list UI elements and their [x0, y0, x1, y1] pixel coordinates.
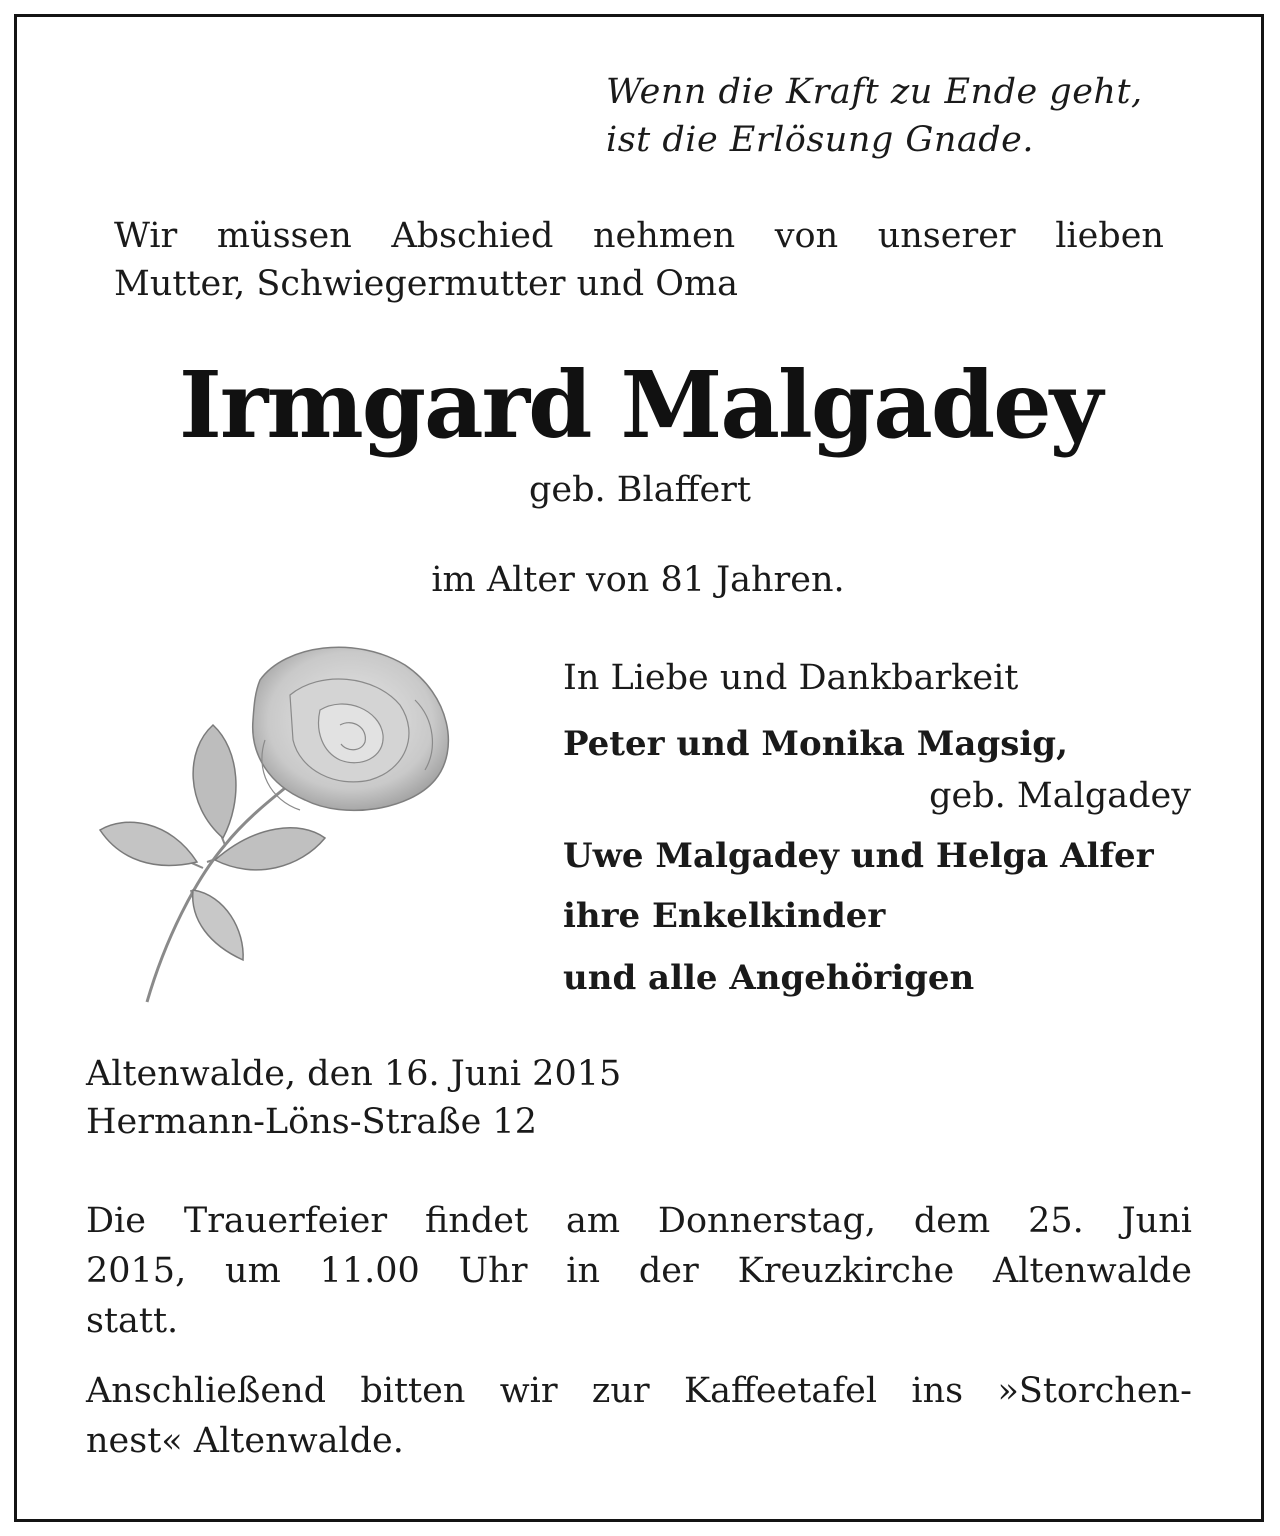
service-line-2 [86, 1246, 1192, 1296]
service-word: Juni [1121, 1201, 1192, 1241]
deceased-age: im Alter von 81 Jahren. [431, 560, 845, 600]
service-word: Die [86, 1201, 146, 1241]
intro-word: Wir [114, 216, 178, 256]
deceased-maiden-name: geb. Blaffert [529, 470, 751, 510]
service-word: Uhr [458, 1251, 528, 1291]
service-line-3: statt. [86, 1301, 179, 1341]
service-word: Trauerfeier [183, 1201, 388, 1241]
mourner-line-1: Peter und Monika Magsig, [563, 724, 1068, 764]
service-word: Altenwalde [993, 1251, 1192, 1291]
reception-word: Kaffeetafel [683, 1371, 878, 1411]
service-word: 25. [1028, 1201, 1084, 1241]
mourner-line-1-maiden: geb. Malgadey [929, 776, 1191, 816]
service-word: der [638, 1251, 699, 1291]
mourner-line-2: Uwe Malgadey und Helga Alfer [563, 836, 1154, 876]
reception-line-2: nest« Altenwalde. [86, 1421, 404, 1461]
place-date: Altenwalde, den 16. Juni 2015 [86, 1054, 622, 1094]
intro-line-2: Mutter, Schwiegermutter und Oma [114, 264, 738, 304]
motto-line-2: ist die Erlösung Gnade. [606, 120, 1035, 160]
service-word: 11.00 [319, 1251, 420, 1291]
service-word: um [225, 1251, 281, 1291]
service-word: dem [913, 1201, 991, 1241]
reception-word: »Storchen- [997, 1371, 1192, 1411]
rose-icon [85, 640, 465, 1010]
service-word: 2015, [86, 1251, 187, 1291]
reception-word: Anschließend [86, 1371, 327, 1411]
motto-quote [606, 68, 1143, 164]
intro-word: von [774, 216, 839, 256]
service-word: Kreuzkirche [737, 1251, 955, 1291]
address: Hermann-Löns-Straße 12 [86, 1102, 537, 1142]
service-word: am [565, 1201, 621, 1241]
reception-word: ins [911, 1371, 964, 1411]
deceased-name: Irmgard Malgadey [178, 351, 1102, 459]
reception-word: zur [591, 1371, 650, 1411]
reception-word: wir [499, 1371, 558, 1411]
reception-word: bitten [360, 1371, 466, 1411]
intro-word: Abschied [391, 216, 554, 256]
service-line-1 [86, 1196, 1192, 1246]
service-word: in [566, 1251, 601, 1291]
service-word: findet [424, 1201, 529, 1241]
intro-word: müssen [216, 216, 352, 256]
service-word: Donnerstag, [657, 1201, 876, 1241]
intro-line-1 [114, 212, 1164, 260]
reception-line-1 [86, 1366, 1192, 1416]
mourner-line-4: und alle Angehörigen [563, 958, 975, 998]
intro-word: unserer [877, 216, 1016, 256]
intro-word: lieben [1055, 216, 1164, 256]
mourners-intro: In Liebe und Dankbarkeit [563, 658, 1019, 698]
mourner-line-3: ihre Enkelkinder [563, 896, 886, 936]
motto-line-1: Wenn die Kraft zu Ende geht, [606, 72, 1143, 112]
intro-word: nehmen [592, 216, 736, 256]
